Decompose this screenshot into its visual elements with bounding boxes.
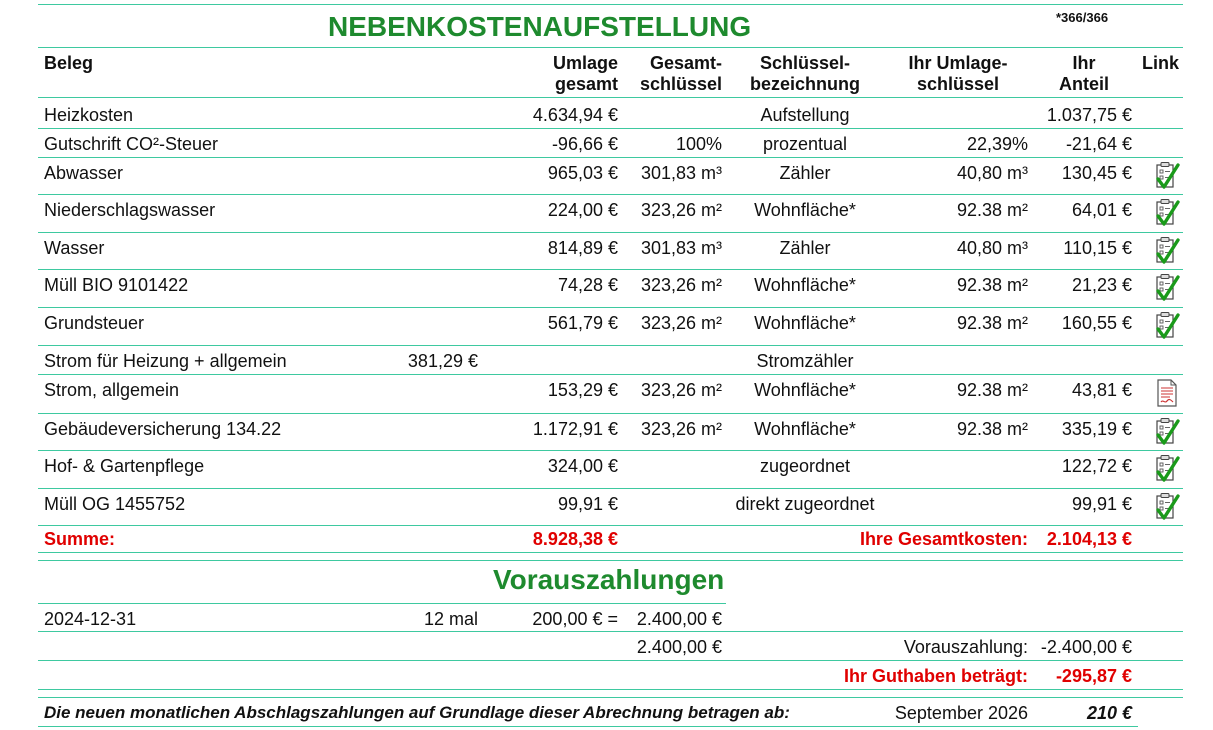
prepay-rule-low	[38, 660, 1183, 661]
row-anteil: 122,72 €	[1061, 456, 1132, 476]
row-beleg: Gebäudeversicherung 134.22	[44, 419, 282, 439]
prepay-rule-mid	[38, 631, 1183, 632]
row-rule	[38, 194, 1183, 195]
row-ihr-umlage: 92.38 m²	[956, 313, 1028, 333]
row-schluessel: Wohnfläche*	[754, 275, 856, 295]
row-rule	[38, 157, 1183, 158]
checklist-icon[interactable]	[1154, 236, 1182, 266]
row-anteil: 110,15 €	[1063, 238, 1132, 258]
prepayments-title: Vorauszahlungen	[493, 564, 725, 595]
checklist-icon[interactable]	[1154, 161, 1182, 191]
row-anteil: 21,23 €	[1071, 275, 1132, 295]
row-anteil: -21,64 €	[1065, 134, 1132, 154]
row-extra-amount: 381,29 €	[407, 351, 478, 371]
col-header-link: Link	[1142, 53, 1180, 73]
prepay-count: 12 mal	[423, 609, 478, 629]
row-beleg: Niederschlagswasser	[44, 200, 216, 220]
prepay-rate: 200,00 € =	[532, 609, 618, 629]
header-bottom-rule	[38, 97, 1183, 98]
col-header-umlage-line2: gesamt	[554, 74, 618, 94]
row-schluessel: Stromzähler	[756, 351, 854, 371]
credit-rule-1	[38, 689, 1183, 690]
row-beleg: Strom für Heizung + allgemein	[44, 351, 287, 371]
row-beleg: Hof- & Gartenpflege	[44, 456, 205, 476]
row-rule	[38, 525, 1183, 526]
checklist-icon[interactable]	[1154, 454, 1182, 484]
days-note: *366/366	[1056, 10, 1109, 25]
col-header-beleg: Beleg	[44, 53, 94, 73]
row-schluessel: Wohnfläche*	[754, 419, 856, 439]
row-umlage: 224,00 €	[547, 200, 618, 220]
col-header-ihr-anteil	[1044, 53, 1124, 95]
row-ihr-umlage: 92.38 m²	[956, 275, 1028, 295]
row-umlage: 153,29 €	[547, 380, 618, 400]
col-header-gesamt-line1: Gesamt-	[649, 53, 722, 73]
footer-month: September 2026	[894, 703, 1028, 723]
col-header-gesamt-line2: schlüssel	[639, 74, 722, 94]
row-rule	[38, 488, 1183, 489]
prepay-subtotal: 2.400,00 €	[636, 609, 722, 629]
row-beleg: Müll OG 1455752	[44, 494, 186, 514]
row-beleg: Müll BIO 9101422	[44, 275, 189, 295]
footer-rule	[38, 726, 1138, 727]
row-gesamtschluessel: 100%	[675, 134, 722, 154]
row-rule	[38, 413, 1183, 414]
document-icon[interactable]	[1154, 378, 1182, 408]
checklist-icon[interactable]	[1154, 417, 1182, 447]
row-ihr-umlage: 92.38 m²	[956, 380, 1028, 400]
row-ihr-umlage: 92.38 m²	[956, 419, 1028, 439]
row-gesamtschluessel: 301,83 m³	[640, 163, 722, 183]
col-header-schluessel	[730, 53, 880, 95]
col-header-ihr-umlage	[898, 53, 1018, 95]
col-header-schluessel-line1: Schlüssel-	[759, 53, 851, 73]
prepay-date: 2024-12-31	[44, 609, 137, 629]
col-header-ihr-umlage-line1: Ihr Umlage-	[908, 53, 1008, 73]
footer-amount: 210 €	[1086, 703, 1132, 723]
prepay-total: 2.400,00 €	[636, 637, 722, 657]
header-top-rule	[38, 47, 1183, 48]
row-schluessel: Aufstellung	[760, 105, 850, 125]
row-umlage: 4.634,94 €	[532, 105, 618, 125]
row-rule	[38, 345, 1183, 346]
row-gesamtschluessel: 323,26 m²	[640, 275, 722, 295]
row-gesamtschluessel: 323,26 m²	[640, 313, 722, 333]
row-schluessel: Zähler	[779, 163, 831, 183]
checklist-icon[interactable]	[1154, 273, 1182, 303]
row-gesamtschluessel: 301,83 m³	[640, 238, 722, 258]
row-rule	[38, 128, 1183, 129]
row-anteil: 99,91 €	[1071, 494, 1132, 514]
credit-rule-2	[38, 697, 1183, 698]
prepay-label: Vorauszahlung:	[903, 637, 1028, 657]
row-beleg: Abwasser	[44, 163, 124, 183]
row-ihr-umlage: 92.38 m²	[956, 200, 1028, 220]
row-beleg: Wasser	[44, 238, 105, 258]
row-umlage: 561,79 €	[547, 313, 618, 333]
col-header-gesamt	[618, 53, 722, 95]
sum-value: 8.928,38 €	[532, 529, 618, 549]
row-rule	[38, 450, 1183, 451]
col-header-ihr-anteil-line1: Ihr	[1072, 53, 1096, 73]
row-umlage: -96,66 €	[551, 134, 618, 154]
col-header-ihr-umlage-line2: schlüssel	[916, 74, 1000, 94]
row-schluessel: Wohnfläche*	[754, 200, 856, 220]
row-ihr-umlage: 40,80 m³	[956, 238, 1028, 258]
prepay-rule-top	[38, 603, 726, 604]
row-schluessel: direkt zugeordnet	[735, 494, 875, 514]
row-beleg: Heizkosten	[44, 105, 134, 125]
prepay-value: -2.400,00 €	[1040, 637, 1132, 657]
row-rule	[38, 374, 1183, 375]
col-header-ihr-anteil-line2: Anteil	[1058, 74, 1109, 94]
row-anteil: 64,01 €	[1071, 200, 1132, 220]
checklist-icon[interactable]	[1154, 492, 1182, 522]
row-anteil: 43,81 €	[1071, 380, 1132, 400]
row-ihr-umlage: 40,80 m³	[956, 163, 1028, 183]
row-umlage: 74,28 €	[557, 275, 618, 295]
row-anteil: 160,55 €	[1061, 313, 1132, 333]
row-schluessel: prozentual	[762, 134, 848, 154]
sum-rule-1	[38, 552, 1183, 553]
row-rule	[38, 269, 1183, 270]
row-schluessel: Wohnfläche*	[754, 380, 856, 400]
row-schluessel: zugeordnet	[759, 456, 851, 476]
row-schluessel: Zähler	[779, 238, 831, 258]
row-umlage: 1.172,91 €	[532, 419, 618, 439]
row-rule	[38, 307, 1183, 308]
checklist-icon[interactable]	[1154, 198, 1182, 228]
row-gesamtschluessel: 323,26 m²	[640, 419, 722, 439]
row-gesamtschluessel: 323,26 m²	[640, 380, 722, 400]
row-ihr-umlage: 22,39%	[966, 134, 1028, 154]
row-umlage: 814,89 €	[547, 238, 618, 258]
row-umlage: 324,00 €	[547, 456, 618, 476]
credit-label: Ihr Guthaben beträgt:	[844, 666, 1028, 686]
sum-label: Summe:	[44, 529, 116, 549]
row-schluessel: Wohnfläche*	[754, 313, 856, 333]
col-header-schluessel-line2: bezeichnung	[749, 74, 860, 94]
row-anteil: 335,19 €	[1061, 419, 1132, 439]
page-title: NEBENKOSTENAUFSTELLUNG	[328, 11, 752, 42]
row-beleg: Grundsteuer	[44, 313, 145, 333]
row-gesamtschluessel: 323,26 m²	[640, 200, 722, 220]
row-rule	[38, 232, 1183, 233]
checklist-icon[interactable]	[1154, 311, 1182, 341]
sum-rule-2	[38, 560, 1183, 561]
total-costs-value: 2.104,13 €	[1046, 529, 1132, 549]
top-rule	[38, 4, 1183, 5]
credit-value: -295,87 €	[1055, 666, 1132, 686]
row-umlage: 99,91 €	[557, 494, 618, 514]
total-costs-label: Ihre Gesamtkosten:	[859, 529, 1028, 549]
col-header-umlage-line1: Umlage	[552, 53, 618, 73]
row-beleg: Strom, allgemein	[44, 380, 180, 400]
row-umlage: 965,03 €	[547, 163, 618, 183]
row-anteil: 1.037,75 €	[1046, 105, 1132, 125]
row-beleg: Gutschrift CO²-Steuer	[44, 134, 219, 154]
row-anteil: 130,45 €	[1061, 163, 1132, 183]
footer-text: Die neuen monatlichen Abschlagszahlungen auf Grundlage dieser Abrechnung betragen ab:	[44, 703, 790, 722]
col-header-umlage	[498, 53, 618, 95]
